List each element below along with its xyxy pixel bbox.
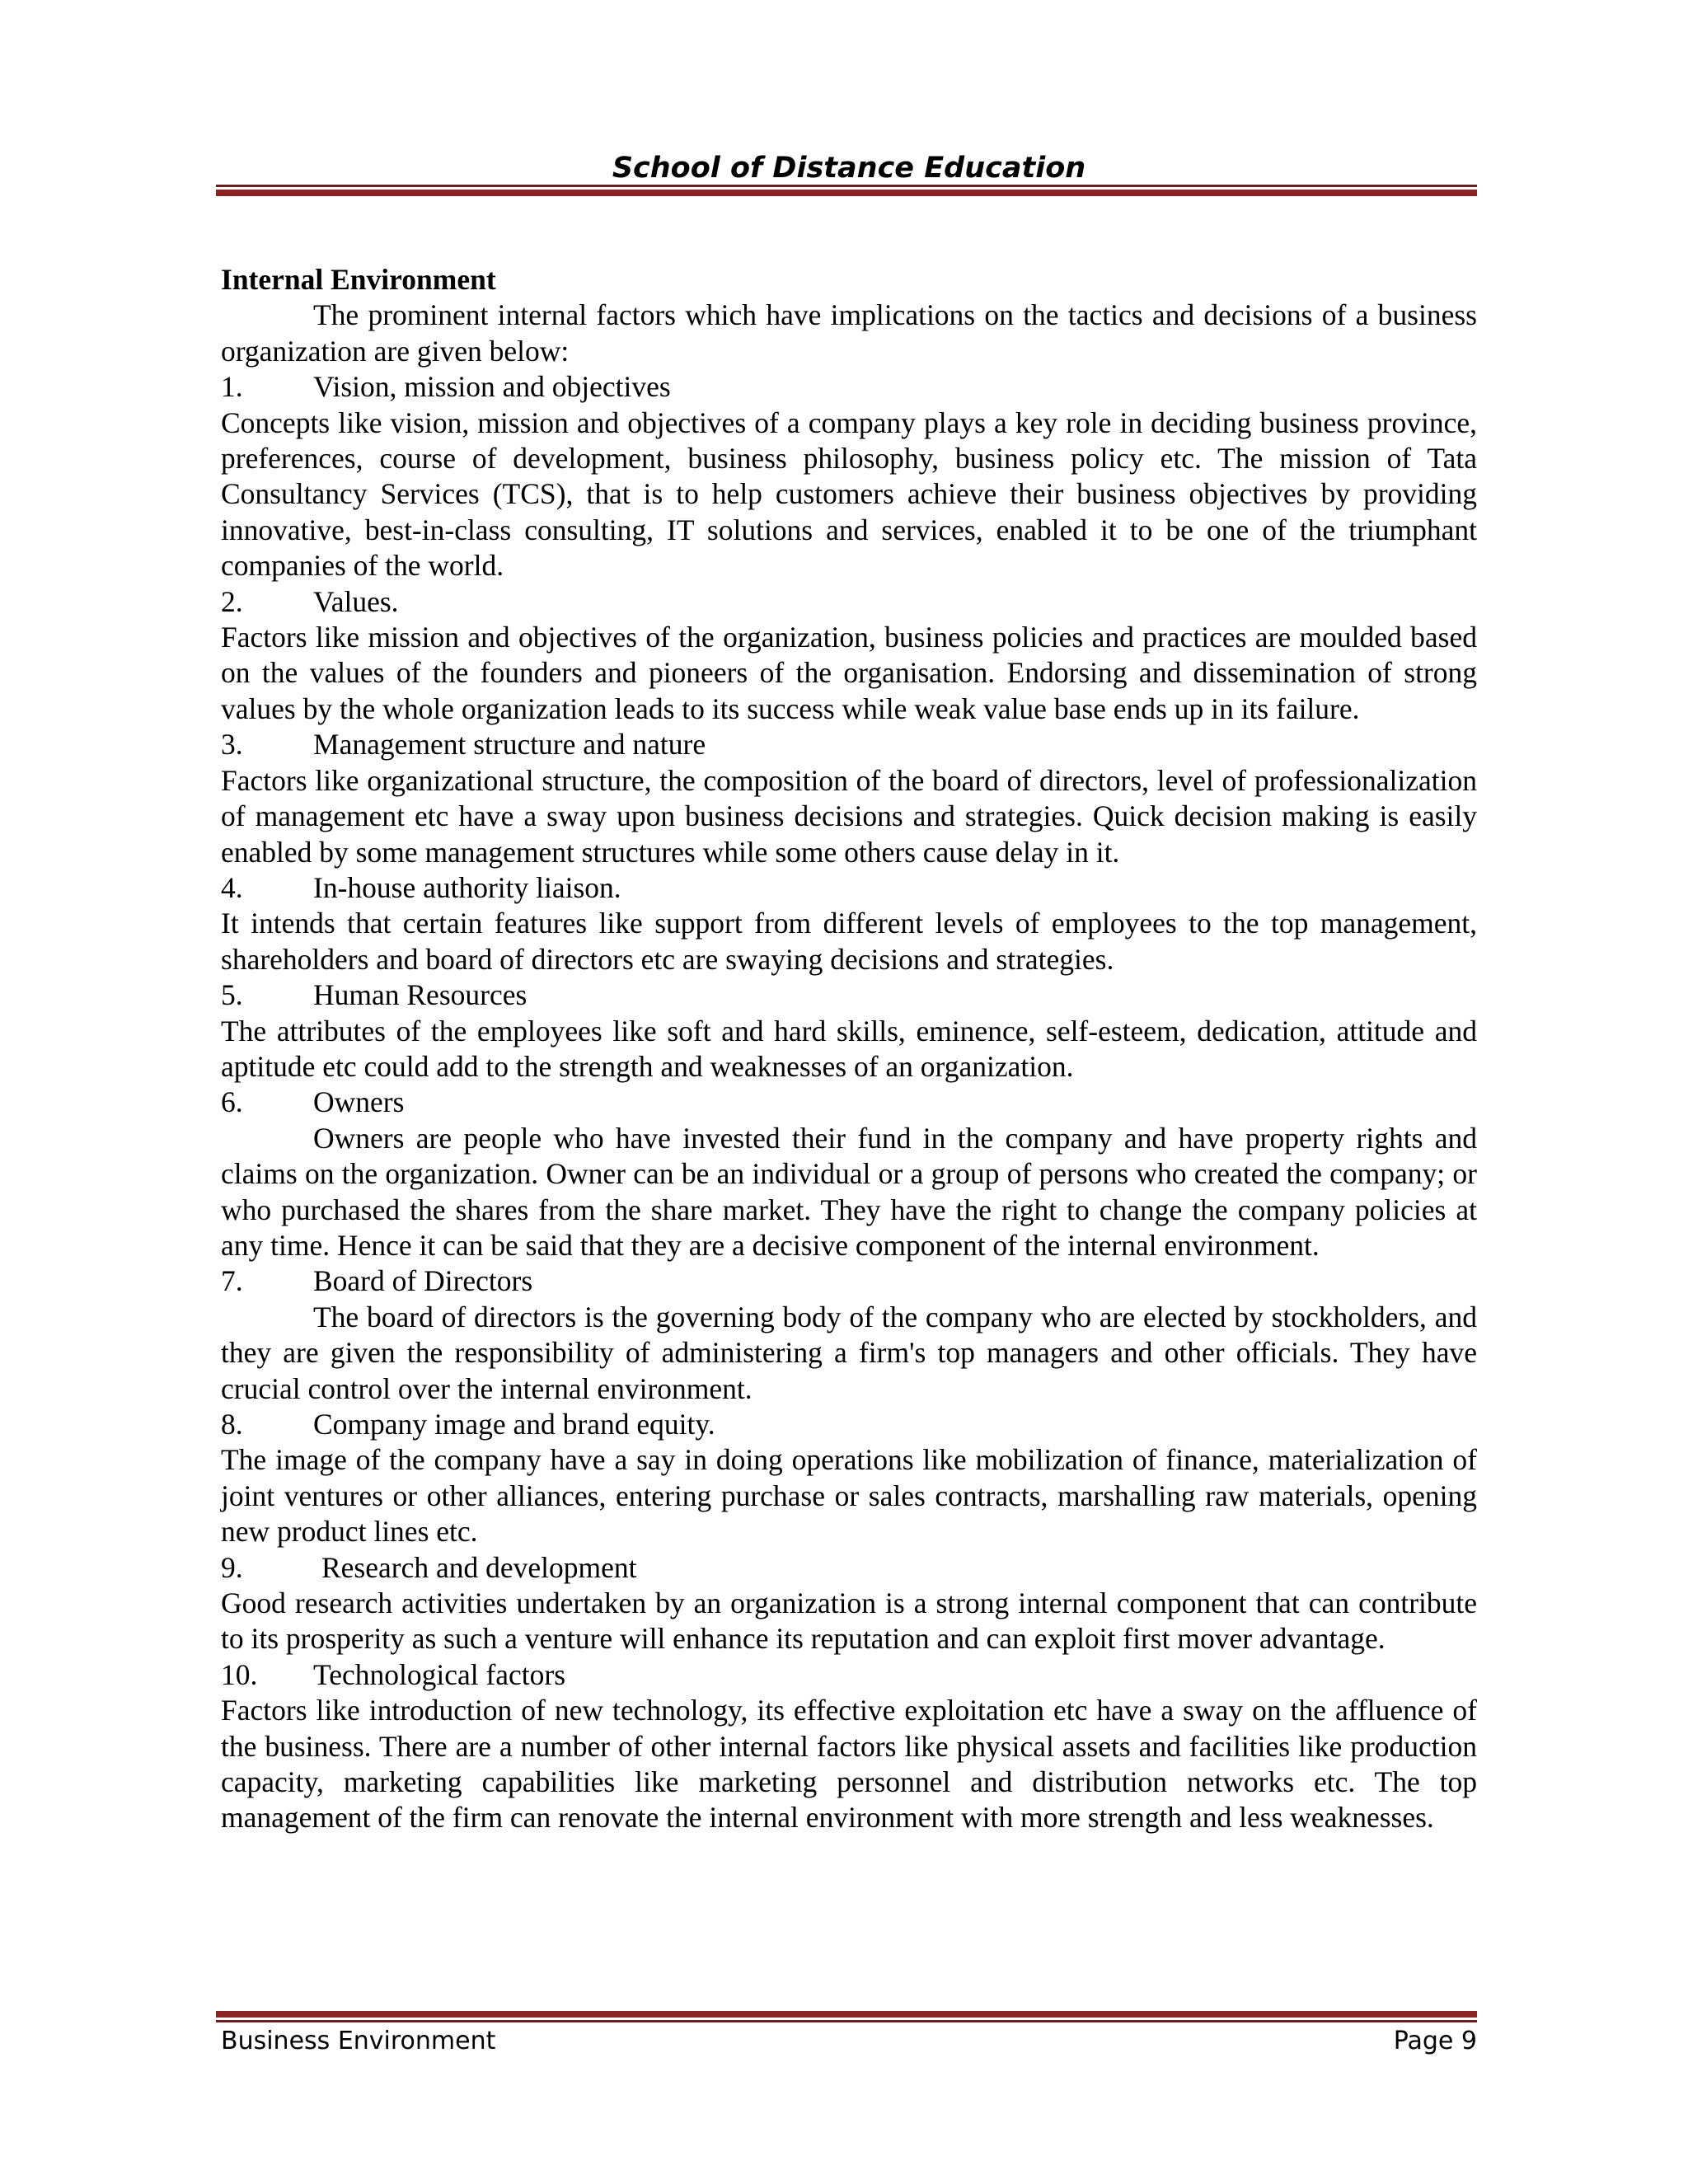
list-item-number: 9. <box>221 1550 243 1584</box>
list-item-paragraph: The attributes of the employees like soft and hard skills, eminence, self-esteem, dedication, attitude and aptitude etc could add to the strength and weaknesses of an organization. <box>221 1014 1477 1083</box>
list-item-paragraph: Owners are people who have invested their fund in the company and have property rights and claims on the organization. Owner can be an individual or a group of persons who created the company; or who purchased the shares from the share market. They have the right to change the company policies at any time. Hence it can be said that they are a decisive component of the internal environment. <box>221 1121 1477 1262</box>
list-item-number: 2. <box>221 584 243 618</box>
list-item-heading <box>221 870 1477 906</box>
list-item-title: Board of Directors <box>313 1264 533 1298</box>
document-body <box>221 262 1477 1836</box>
list-item-paragraph: The image of the company have a say in doing operations like mobilization of finance, materialization of joint ventures or other alliances, entering purchase or sales contracts, marshalling raw materials, opening new product lines etc. <box>221 1443 1477 1549</box>
list-item-title: Company image and brand equity. <box>313 1408 715 1441</box>
list-item-number: 7. <box>221 1264 243 1298</box>
list-item-heading <box>221 1407 1477 1442</box>
list-item-title: Management structure and nature <box>313 728 706 762</box>
list-item-number: 8. <box>221 1408 243 1441</box>
list-item-heading <box>221 1550 1477 1586</box>
footer-page-number: Page 9 <box>1393 2027 1477 2055</box>
section-heading: Internal Environment <box>221 263 496 296</box>
list-item-heading <box>221 584 1477 620</box>
list-item-paragraph: Factors like mission and objectives of the organization, business policies and practices are moulded based on the values of the founders and pioneers of the organisation. Endorsing and dissemination of strong values by the whole organization leads to its success while weak value base ends up in its failure. <box>221 621 1477 725</box>
list-item-title: Owners <box>313 1085 405 1119</box>
list-item-paragraph: The board of directors is the governing body of the company who are elected by stockholders, and they are given the responsibility of administering a firm's top managers and other officials. They have crucial control over the internal environment. <box>221 1300 1477 1405</box>
list-item-paragraph: Factors like introduction of new technology, its effective exploitation etc have a sway on the affluence of the business. There are a number of other internal factors like physical assets and facilities like production capacity, marketing capabilities like marketing personnel and distribution networks etc. The top management of the firm can renovate the internal environment with more strength and less weaknesses. <box>221 1694 1477 1835</box>
list-item-heading <box>221 1657 1477 1693</box>
list-item-title: In-house authority liaison. <box>313 870 621 904</box>
list-item-heading <box>221 369 1477 405</box>
header-title: School of Distance Education <box>612 152 1086 185</box>
list-item-title: Technological factors <box>313 1657 566 1691</box>
list-item-number: 10. <box>221 1657 258 1691</box>
header-rule <box>216 185 1477 196</box>
list-item-paragraph: Factors like organizational structure, the composition of the board of directors, level of professionalization of management etc have a sway upon business decisions and strategies. Quick decision making is easily enabled by some management structures while some others cause delay in it. <box>221 763 1477 869</box>
list-item-paragraph: It intends that certain features like support from different levels of employees to the top management, shareholders and board of directors etc are swaying decisions and strategies. <box>221 907 1477 976</box>
list-item-paragraph: Good research activities undertaken by an organization is a strong internal component that can contribute to its prosperity as such a venture will enhance its reputation and can exploit first mover advantage. <box>221 1586 1477 1656</box>
list-item-number: 4. <box>221 870 243 904</box>
list-item-title: Values. <box>313 584 399 618</box>
footer-course-title: Business Environment <box>221 2027 496 2055</box>
list-item-title: Vision, mission and objectives <box>313 370 671 404</box>
list-item-heading <box>221 1263 1477 1299</box>
list-item-number: 5. <box>221 978 243 1012</box>
list-item-number: 1. <box>221 370 243 404</box>
list-item-heading <box>221 727 1477 762</box>
list-item-title: Human Resources <box>313 978 528 1012</box>
list-item-title: Research and development <box>321 1550 637 1584</box>
list-item-number: 3. <box>221 728 243 762</box>
list-item-heading <box>221 1085 1477 1120</box>
list-item-number: 6. <box>221 1085 243 1119</box>
list-item-heading <box>221 977 1477 1013</box>
intro-paragraph: The prominent internal factors which have implications on the tactics and decisions of a business organization are given below: <box>221 298 1477 368</box>
list-item-paragraph: Concepts like vision, mission and objectives of a company plays a key role in deciding business province, preferences, course of development, business philosophy, business policy etc. The mission of Tata Consultancy Services (TCS), that is to help customers achieve their business objectives by providing innovative, best-in-class consulting, IT solutions and services, enabled it to be one of the triumphant companies of the world. <box>221 405 1477 583</box>
